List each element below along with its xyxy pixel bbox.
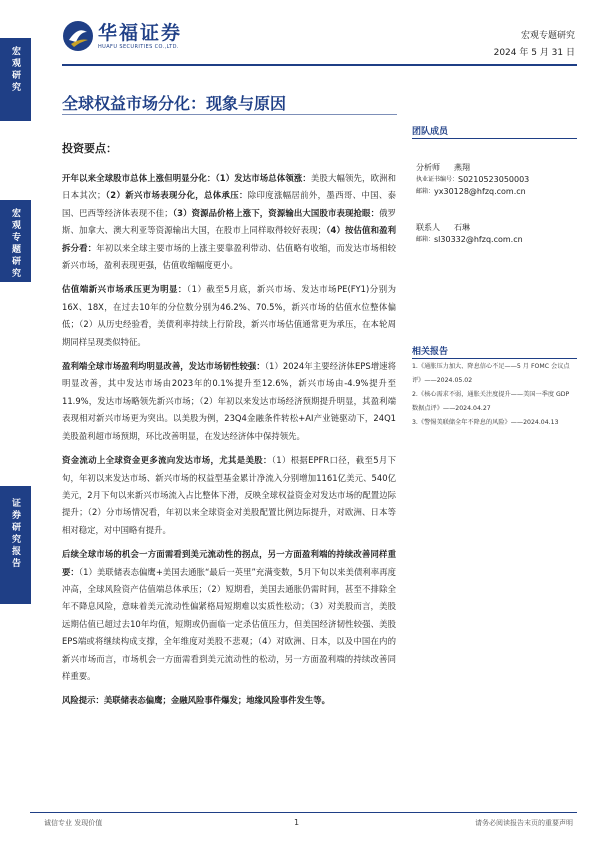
report-type: 宏观专题研究: [520, 31, 575, 41]
footer-disclaimer: 请务必阅读报告末页的重要声明: [475, 819, 573, 827]
side-tab-macro-topic: 宏观专题研究: [0, 200, 31, 282]
summary-paragraph: 资金流动上全球资金更多流向发达市场，尤其是美股：（1）根据EPFR口径，截至5月下旬，年初以来发达市场、新兴市场的权益型基金累计净流入分别增加1161亿美元、540亿美元，2月下旬以来新兴市场流入占比整体下滑，反映全球权益资金对发达市场的配置边际提升；（2）分市场情况看，年初以来全球资金对美股配置比例边际提升，对欧洲、日本等相对稳定，对中国略有提升。: [62, 455, 396, 535]
related-divider: [412, 358, 577, 359]
summary-paragraph: 后续全球市场的机会一方面需看到美元流动性的拐点，另一方面盈利端的持续改善同样重要：（1）美联储表态偏鹰+美国去通胀“最后一英里”充满变数，5月下旬以来美债利率再度冲高，全球风险资产估值端总体承压；（2）短期看，美国去通胀仍需时间，甚至不排除全年不降息风险，意味着美元流动性偏紧格局短期难以实质性松动；（3）对美股而言，美股远期估值已超过去10年均值，短期或仍面临一定杀估值压力，但美国经济韧性较强、美股EPS端或将继续构成支撑，全年维度对美股不悲观；（4）对欧洲、日本，以及中国在内的新兴市场而言，市场机会一方面需看到美元流动性的松动，另一方面盈利端的持续改善同样重要。: [62, 549, 397, 681]
analyst-name: 燕翔: [454, 163, 470, 172]
analyst-email-label: 邮箱：: [416, 188, 435, 195]
contact-role: 联系人: [416, 223, 440, 232]
summary-paragraph: 盈利端全球市场盈利均明显改善，发达市场韧性较强：（1）2024年主要经济体EPS增速将明显改善，其中发达市场由2023年的0.1%提升至12.6%，新兴市场由-4.9%提升至11.9%，发达市场略领先新兴市场；（2）年初以来发达市场经济预期提升明显，其盈利端表现相对新兴市场更为突出。以美股为例，23Q4金融条件转松+AI产业链驱动下，24Q1美股盈利超市场预期，环比改善明显，在发达经济体中保持领先。: [62, 361, 396, 441]
summary-heading: 投资要点：: [62, 142, 117, 155]
summary-paragraph: 估值端新兴市场承压更为明显：（1）截至5月底，新兴市场、发达市场PE(FY1)分别为16X、18X，在过去10年的分位数分别为46.2%、70.5%，新兴市场的估值水位整体偏低；（2）从历史经验看，美债利率持续上行阶段，新兴市场估值通常更为承压，在本轮周期同样呈现类似特征。: [62, 284, 396, 347]
investment-summary: [62, 140, 396, 708]
header-meta: [494, 28, 575, 62]
footer-slogan: 诚信专业 发现价值: [44, 819, 103, 827]
contact-block: [416, 222, 523, 246]
title-divider: [62, 114, 397, 115]
analyst-role: 分析师: [416, 163, 440, 172]
related-report-item[interactable]: 2.《核心需求不弱，通胀关注度提升——美国一季度 GDP 数据点评》——2024.04.27: [412, 391, 570, 412]
team-divider: [412, 138, 577, 139]
related-report-item[interactable]: 1.《通胀压力加大、降息信心不足——5 月 FOMC 会议点评》——2024.05.02: [412, 363, 570, 384]
header-divider: [62, 64, 577, 66]
contact-email[interactable]: sl30332@hfzq.com.cn: [434, 235, 523, 244]
summary-paragraph: 开年以来全球股市总体上涨但明显分化：（1）发达市场总体领涨：美股大幅领先，欧洲和日本其次；（2）新兴市场表现分化，总体承压：除印度涨幅居前外，墨西哥、中国、泰国、巴西等经济体表现不佳；（3）资源品价格上涨下，资源输出大国股市表现抢眼：俄罗斯、加拿大、澳大利亚等资源输出大国，在股市上同样取得较好表现；（4）按估值和盈利拆分看：年初以来全球主要市场的上涨主要靠盈利带动、估值略有收缩，而发达市场相较新兴市场，盈利表现更强，估值收缩幅度更小。: [62, 173, 397, 271]
team-heading: 团队成员: [412, 127, 449, 137]
logo-emblem-icon: [62, 20, 94, 52]
related-report-item[interactable]: 3.《警惕美联储全年不降息的风险》——2024.04.13: [412, 419, 559, 426]
related-report-list: [412, 360, 577, 430]
analyst-cert: S0210523050003: [458, 175, 530, 184]
logo-chinese-name: 华福证券: [98, 22, 183, 44]
risk-warning: 风险提示：美联储表态偏鹰；金融风险事件爆发；地缘风险事件发生等。: [62, 695, 330, 706]
report-date: 2024 年 5 月 31 日: [493, 48, 575, 58]
contact-name: 石琳: [454, 223, 470, 232]
side-tab-macro-research: 宏观研究: [0, 38, 31, 121]
side-tab-securities-report: 证券研究报告: [0, 486, 31, 604]
report-title: 全球权益市场分化：现象与原因: [62, 94, 287, 113]
analyst-email[interactable]: yx30128@hfzq.com.cn: [434, 187, 526, 196]
page-number: 1: [294, 818, 300, 827]
contact-email-label: 邮箱：: [416, 236, 435, 243]
analyst-cert-label: 执业证书编号：: [416, 176, 459, 183]
logo-english-name: HUAFU SECURITIES CO.,LTD.: [98, 44, 179, 50]
analyst-block: [416, 162, 529, 198]
company-logo: [62, 20, 182, 52]
related-heading: 相关报告: [412, 347, 449, 357]
footer-divider: [30, 812, 577, 813]
